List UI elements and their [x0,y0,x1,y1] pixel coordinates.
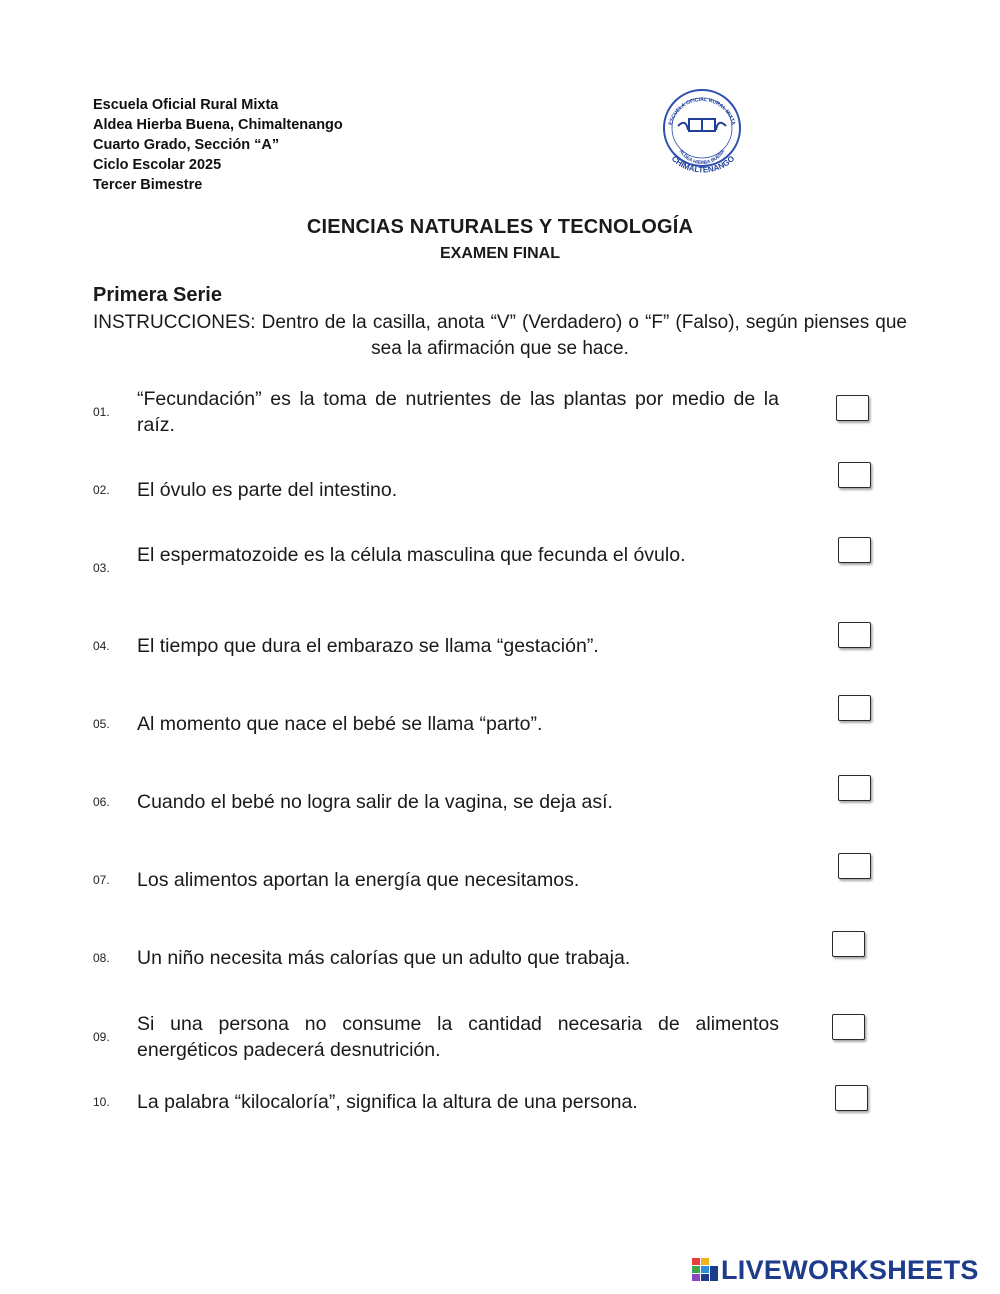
question-text: El espermatozoide es la célula masculina que fecunda el óvulo. [137,544,686,566]
exam-subtitle: EXAMEN FINAL [440,245,560,262]
instructions: INSTRUCCIONES: Dentro de la casilla, anota “V” (Verdadero) o “F” (Falso), según pienses que sea la afirmación que se hace. [93,312,907,359]
seal-top-text: ESCUELA OFICIAL RURAL MIXTA [667,96,737,126]
answer-box-06[interactable] [838,775,871,801]
question-text: “Fecundación” es la toma de nutrientes de las plantas por medio de la raíz. [137,388,779,436]
question-number: 06. [93,795,110,809]
question-number: 08. [93,951,110,965]
question-number: 05. [93,717,110,731]
question-text: Cuando el bebé no logra salir de la vagina, se deja así. [137,791,613,813]
answer-box-01[interactable] [836,395,869,421]
answer-box-09[interactable] [832,1014,865,1040]
school-name: Escuela Oficial Rural Mixta [93,97,279,113]
school-location: Aldea Hierba Buena, Chimaltenango [93,117,343,133]
question-text: Al momento que nace el bebé se llama “parto”. [137,713,543,735]
answer-box-05[interactable] [838,695,871,721]
bimester: Tercer Bimestre [93,177,203,193]
question-text: Un niño necesita más calorías que un adulto que trabaja. [137,947,631,969]
question-number: 04. [93,639,110,653]
school-header [93,95,343,195]
answer-box-08[interactable] [832,931,865,957]
question-number: 10. [93,1095,110,1109]
school-seal-logo [656,86,748,178]
seal-middle-text: ALDEA HIERBA BUENA [677,149,727,167]
liveworksheets-blocks-icon [692,1258,718,1282]
question-number: 09. [93,1030,110,1044]
school-year: Ciclo Escolar 2025 [93,157,222,173]
answer-box-10[interactable] [835,1085,868,1111]
answer-box-03[interactable] [838,537,871,563]
answer-box-07[interactable] [838,853,871,879]
question-number: 07. [93,873,110,887]
question-text: Los alimentos aportan la energía que necesitamos. [137,869,580,891]
exam-title: CIENCIAS NATURALES Y TECNOLOGÍA [306,216,694,238]
answer-box-02[interactable] [838,462,871,488]
question-number: 02. [93,483,110,497]
question-text: El óvulo es parte del intestino. [137,479,398,501]
question-number: 01. [93,405,110,419]
question-text: La palabra “kilocaloría”, significa la altura de una persona. [137,1091,638,1113]
answer-box-04[interactable] [838,622,871,648]
liveworksheets-logo [692,1255,979,1285]
seal-bottom-text: CHIMALTENANGO [669,154,737,175]
question-number: 03. [93,561,110,575]
liveworksheets-brand-text: LIVEWORKSHEETS [721,1254,979,1285]
question-text: Si una persona no consume la cantidad necesaria de alimentos energéticos padecerá desnutrición. [137,1013,779,1061]
question-text: El tiempo que dura el embarazo se llama “gestación”. [137,635,599,657]
grade-section: Cuarto Grado, Sección “A” [93,137,280,153]
series-title: Primera Serie [93,284,222,306]
